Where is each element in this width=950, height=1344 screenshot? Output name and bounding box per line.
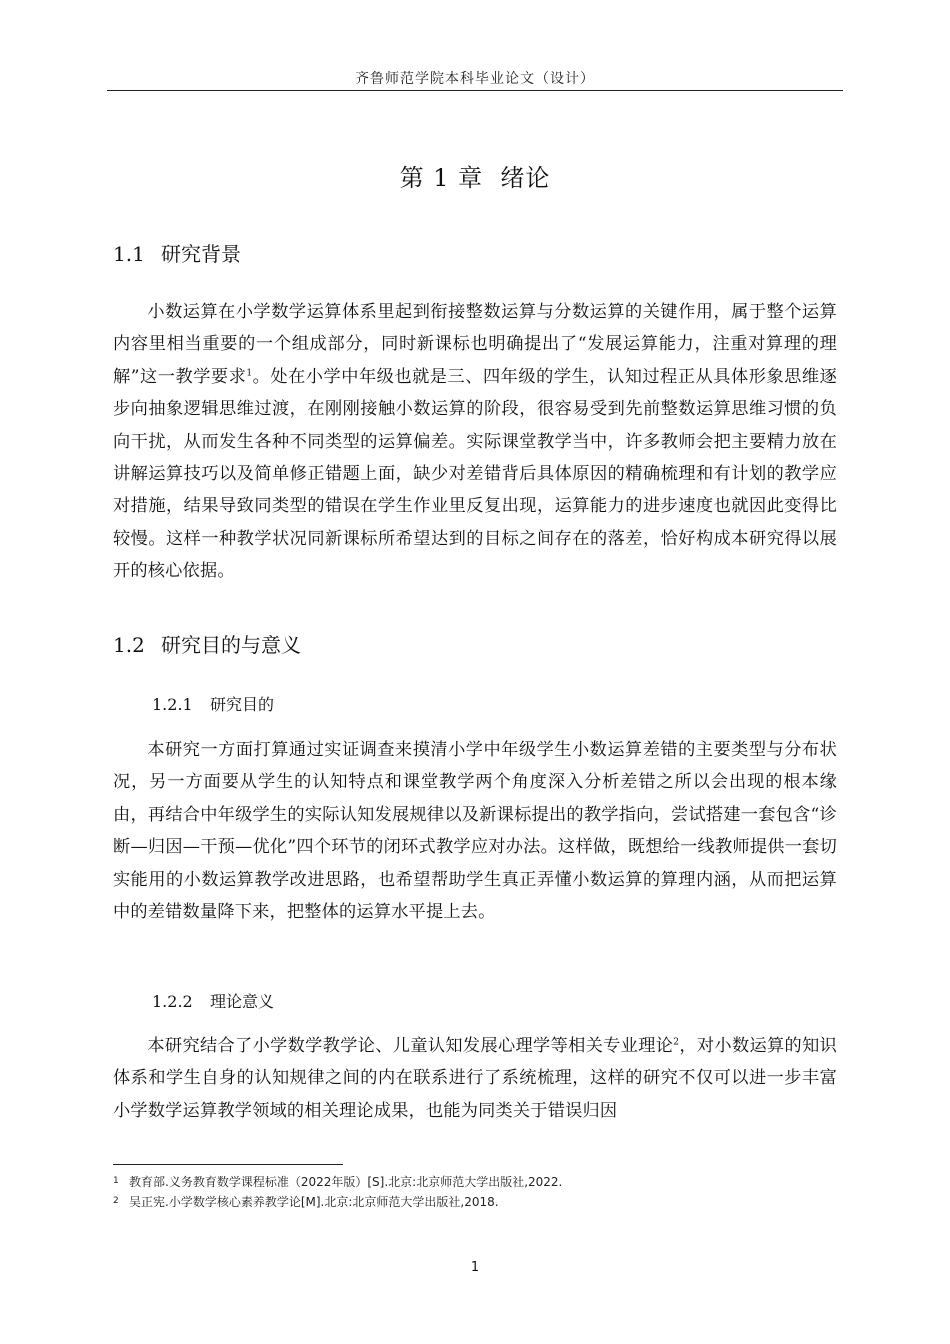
section-heading-1-1 xyxy=(113,238,241,267)
header-rule xyxy=(107,90,843,91)
footnote-1 xyxy=(113,1173,562,1190)
subsection-heading-1-2-2 xyxy=(152,989,274,1012)
footnote-text: 教育部.义务教育数学课程标准（2022年版）[S].北京:北京师范大学出版社,2022. xyxy=(129,1175,563,1189)
section-title: 研究目的与意义 xyxy=(161,633,301,657)
section-number: 1.1 xyxy=(113,242,145,266)
footnote-ref-1[interactable]: 1 xyxy=(246,368,253,379)
paragraph-background xyxy=(113,296,837,588)
footnote-mark: 2 xyxy=(113,1196,119,1206)
paragraph-text: 小数运算在小学数学运算体系里起到衔接整数运算与分数运算的关键作用，属于整个运算内容里相当重要的一个组成部分，同时新课标也明确提出了“发展运算能力，注重对算理的理解”这一教学要求 xyxy=(113,302,837,387)
paragraph-text: 。处在小学中年级也就是三、四年级的学生，认知过程正从具体形象思维逐步向抽象逻辑思维过渡，在刚刚接触小数运算的阶段，很容易受到先前整数运算思维习惯的负向干扰，从而发生各种不同类型的运算偏差。实际课堂教学当中，许多教师会把主要精力放在讲解运算技巧以及简单修正错题上面，缺少对差错背后具体原因的精确梳理和有计划的教学应对措施，结果导致同类型的错误在学生作业里反复出现，运算能力的进步速度也就因此变得比较慢。这样一种教学状况同新课标所希望达到的目标之间存在的落差，恰好构成本研究得以展开的核心依据。 xyxy=(113,366,838,582)
footnote-mark: 1 xyxy=(113,1176,119,1186)
footnote-rule xyxy=(113,1164,343,1165)
paragraph-theory xyxy=(113,1030,837,1127)
paragraph-text: ，对小数运算的知识体系和学生自身的认知规律之间的内在联系进行了系统梳理，这样的研究不仅可以进一步丰富小学数学运算教学领域的相关理论成果，也能为同类关于错误归因 xyxy=(113,1036,837,1121)
subsection-title: 理论意义 xyxy=(210,992,275,1011)
subsection-number: 1.2.1 xyxy=(152,695,193,714)
chapter-name: 绪论 xyxy=(500,164,551,192)
paragraph-purpose: 本研究一方面打算通过实证调查来摸清小学中年级学生小数运算差错的主要类型与分布状况，另一方面要从学生的认知特点和课堂教学两个角度深入分析差错之所以会出现的根本缘由，再结合中年级学生的实际认知发展规律以及新课标提出的教学指向，尝试搭建一套包含“诊断—归因—干预—优化”四个环节的闭环式教学应对办法。这样做，既想给一线教师提供一套切实能用的小数运算教学改进思路，也希望帮助学生真正弄懂小数运算的算理内涵，从而把运算中的差错数量降下来，把整体的运算水平提上去。 xyxy=(113,740,837,923)
subsection-number: 1.2.2 xyxy=(152,992,193,1011)
subsection-title: 研究目的 xyxy=(210,695,275,714)
footnote-text: 吴正宪.小学数学核心素养教学论[M].北京:北京师范大学出版社,2018. xyxy=(129,1195,499,1209)
section-heading-1-2 xyxy=(113,629,301,658)
chapter-title xyxy=(107,158,843,193)
chapter-number: 第 1 章 xyxy=(399,164,484,192)
paragraph-text: 本研究结合了小学数学教学论、儿童认知发展心理学等相关专业理论 xyxy=(147,1036,674,1056)
section-title: 研究背景 xyxy=(161,242,241,266)
subsection-heading-1-2-1 xyxy=(152,692,274,715)
section-number: 1.2 xyxy=(113,633,145,657)
footnote-ref-2[interactable]: 2 xyxy=(673,1037,680,1048)
page-number: 1 xyxy=(470,1260,480,1275)
footnote-2 xyxy=(113,1193,499,1210)
running-header: 齐鲁师范学院本科毕业论文（设计） xyxy=(355,71,595,87)
